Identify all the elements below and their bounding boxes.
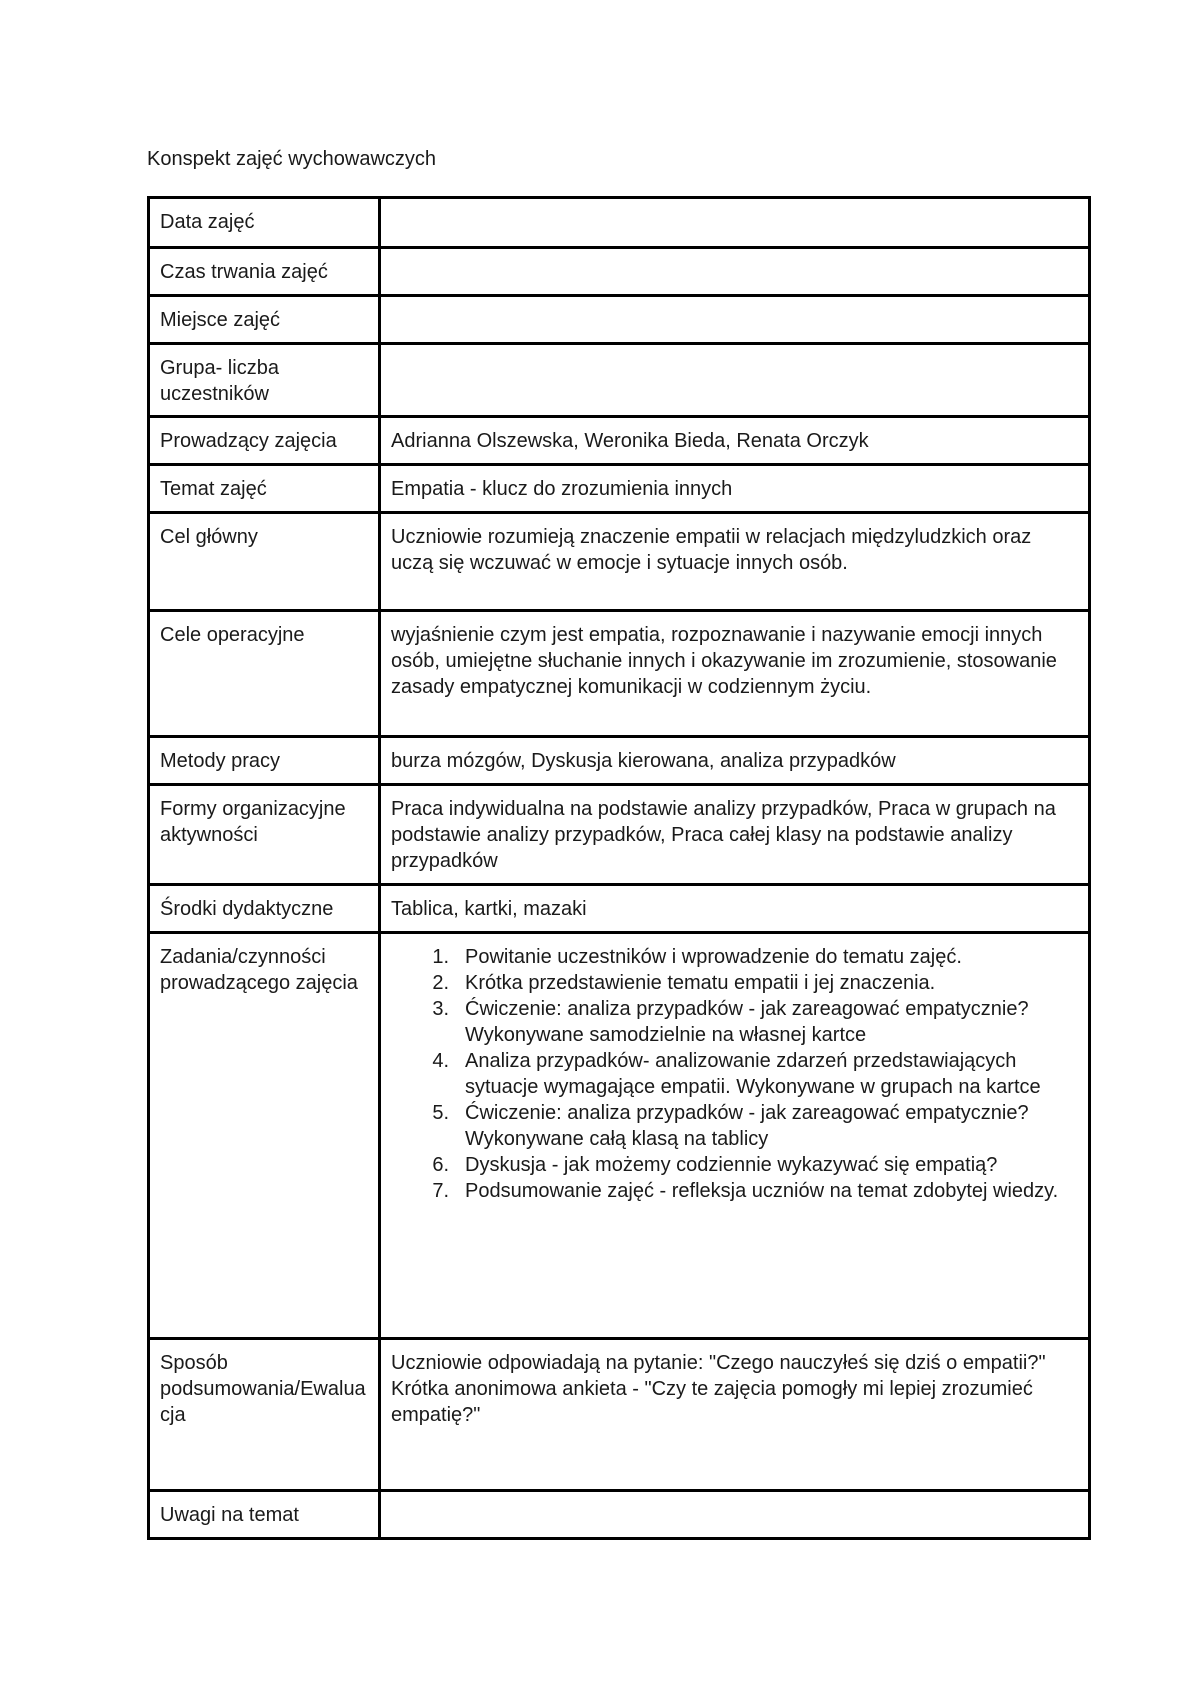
document-title: Konspekt zajęć wychowawczych bbox=[147, 148, 437, 170]
table-row bbox=[149, 1491, 1090, 1539]
table-row bbox=[149, 198, 1090, 248]
list-item: Powitanie uczestników i wprowadzenie do tematu zajęć. bbox=[465, 946, 962, 968]
evaluation-line: Krótka anonimowa ankieta - "Czy te zajęcia pomogły mi lepiej zrozumieć empatię?" bbox=[391, 1378, 1033, 1426]
row-value: Adrianna Olszewska, Weronika Bieda, Renata Orczyk bbox=[380, 417, 1090, 465]
list-item: Ćwiczenie: analiza przypadków - jak zareagować empatycznie? Wykonywane samodzielnie na własnej kartce bbox=[465, 998, 1029, 1046]
table-row bbox=[149, 344, 1090, 417]
task-list bbox=[391, 944, 1078, 1204]
row-label: Uwagi na temat bbox=[149, 1491, 380, 1539]
list-item: Podsumowanie zajęć - refleksja uczniów na temat zdobytej wiedzy. bbox=[465, 1180, 1059, 1202]
row-value bbox=[380, 198, 1090, 248]
table-row bbox=[149, 248, 1090, 296]
row-value: Empatia - klucz do zrozumienia innych bbox=[380, 465, 1090, 513]
row-label: Sposób podsumowania/Ewaluacja bbox=[149, 1339, 380, 1491]
list-item: Dyskusja - jak możemy codziennie wykazywać się empatią? bbox=[465, 1154, 998, 1176]
row-label: Formy organizacyjne aktywności bbox=[149, 785, 380, 885]
table-row bbox=[149, 1339, 1090, 1491]
table-row bbox=[149, 885, 1090, 933]
row-value bbox=[380, 1491, 1090, 1539]
table-row bbox=[149, 417, 1090, 465]
row-label: Czas trwania zajęć bbox=[149, 248, 380, 296]
evaluation-line: Uczniowie odpowiadają na pytanie: "Czego nauczyłeś się dziś o empatii?" bbox=[391, 1352, 1046, 1374]
table-row bbox=[149, 611, 1090, 737]
row-value: Uczniowie rozumieją znaczenie empatii w relacjach międzyludzkich oraz uczą się wczuwać w emocje i sytuacje innych osób. bbox=[380, 513, 1090, 611]
row-label: Grupa- liczba uczestników bbox=[149, 344, 380, 417]
row-value: wyjaśnienie czym jest empatia, rozpoznawanie i nazywanie emocji innych osób, umiejętne słuchanie innych i okazywanie im zrozumienie, stosowanie zasady empatycznej komunikacji w codziennym życiu. bbox=[380, 611, 1090, 737]
row-label: Data zajęć bbox=[149, 198, 380, 248]
list-item: Ćwiczenie: analiza przypadków - jak zareagować empatycznie? Wykonywane całą klasą na tablicy bbox=[465, 1102, 1029, 1150]
table-row bbox=[149, 296, 1090, 344]
list-item: Analiza przypadków- analizowanie zdarzeń przedstawiających sytuacje wymagające empatii. Wykonywane w grupach na kartce bbox=[465, 1050, 1041, 1098]
row-label: Zadania/czynności prowadzącego zajęcia bbox=[149, 933, 380, 1339]
list-item: Krótka przedstawienie tematu empatii i jej znaczenia. bbox=[465, 972, 936, 994]
row-value bbox=[380, 296, 1090, 344]
row-label: Metody pracy bbox=[149, 737, 380, 785]
table-row bbox=[149, 737, 1090, 785]
row-value: Praca indywidualna na podstawie analizy przypadków, Praca w grupach na podstawie analizy przypadków, Praca całej klasy na podstawie analizy przypadków bbox=[380, 785, 1090, 885]
table-row bbox=[149, 933, 1090, 1339]
row-label: Miejsce zajęć bbox=[149, 296, 380, 344]
table-row bbox=[149, 465, 1090, 513]
table-row bbox=[149, 785, 1090, 885]
tasks-cell bbox=[380, 933, 1090, 1339]
row-label: Temat zajęć bbox=[149, 465, 380, 513]
row-value: Tablica, kartki, mazaki bbox=[380, 885, 1090, 933]
row-value: burza mózgów, Dyskusja kierowana, analiza przypadków bbox=[380, 737, 1090, 785]
row-value bbox=[380, 344, 1090, 417]
row-value bbox=[380, 248, 1090, 296]
row-label: Środki dydaktyczne bbox=[149, 885, 380, 933]
row-label: Cel główny bbox=[149, 513, 380, 611]
lesson-plan-table bbox=[147, 196, 1091, 1540]
table-row bbox=[149, 513, 1090, 611]
evaluation-cell bbox=[380, 1339, 1090, 1491]
row-label: Prowadzący zajęcia bbox=[149, 417, 380, 465]
row-label: Cele operacyjne bbox=[149, 611, 380, 737]
